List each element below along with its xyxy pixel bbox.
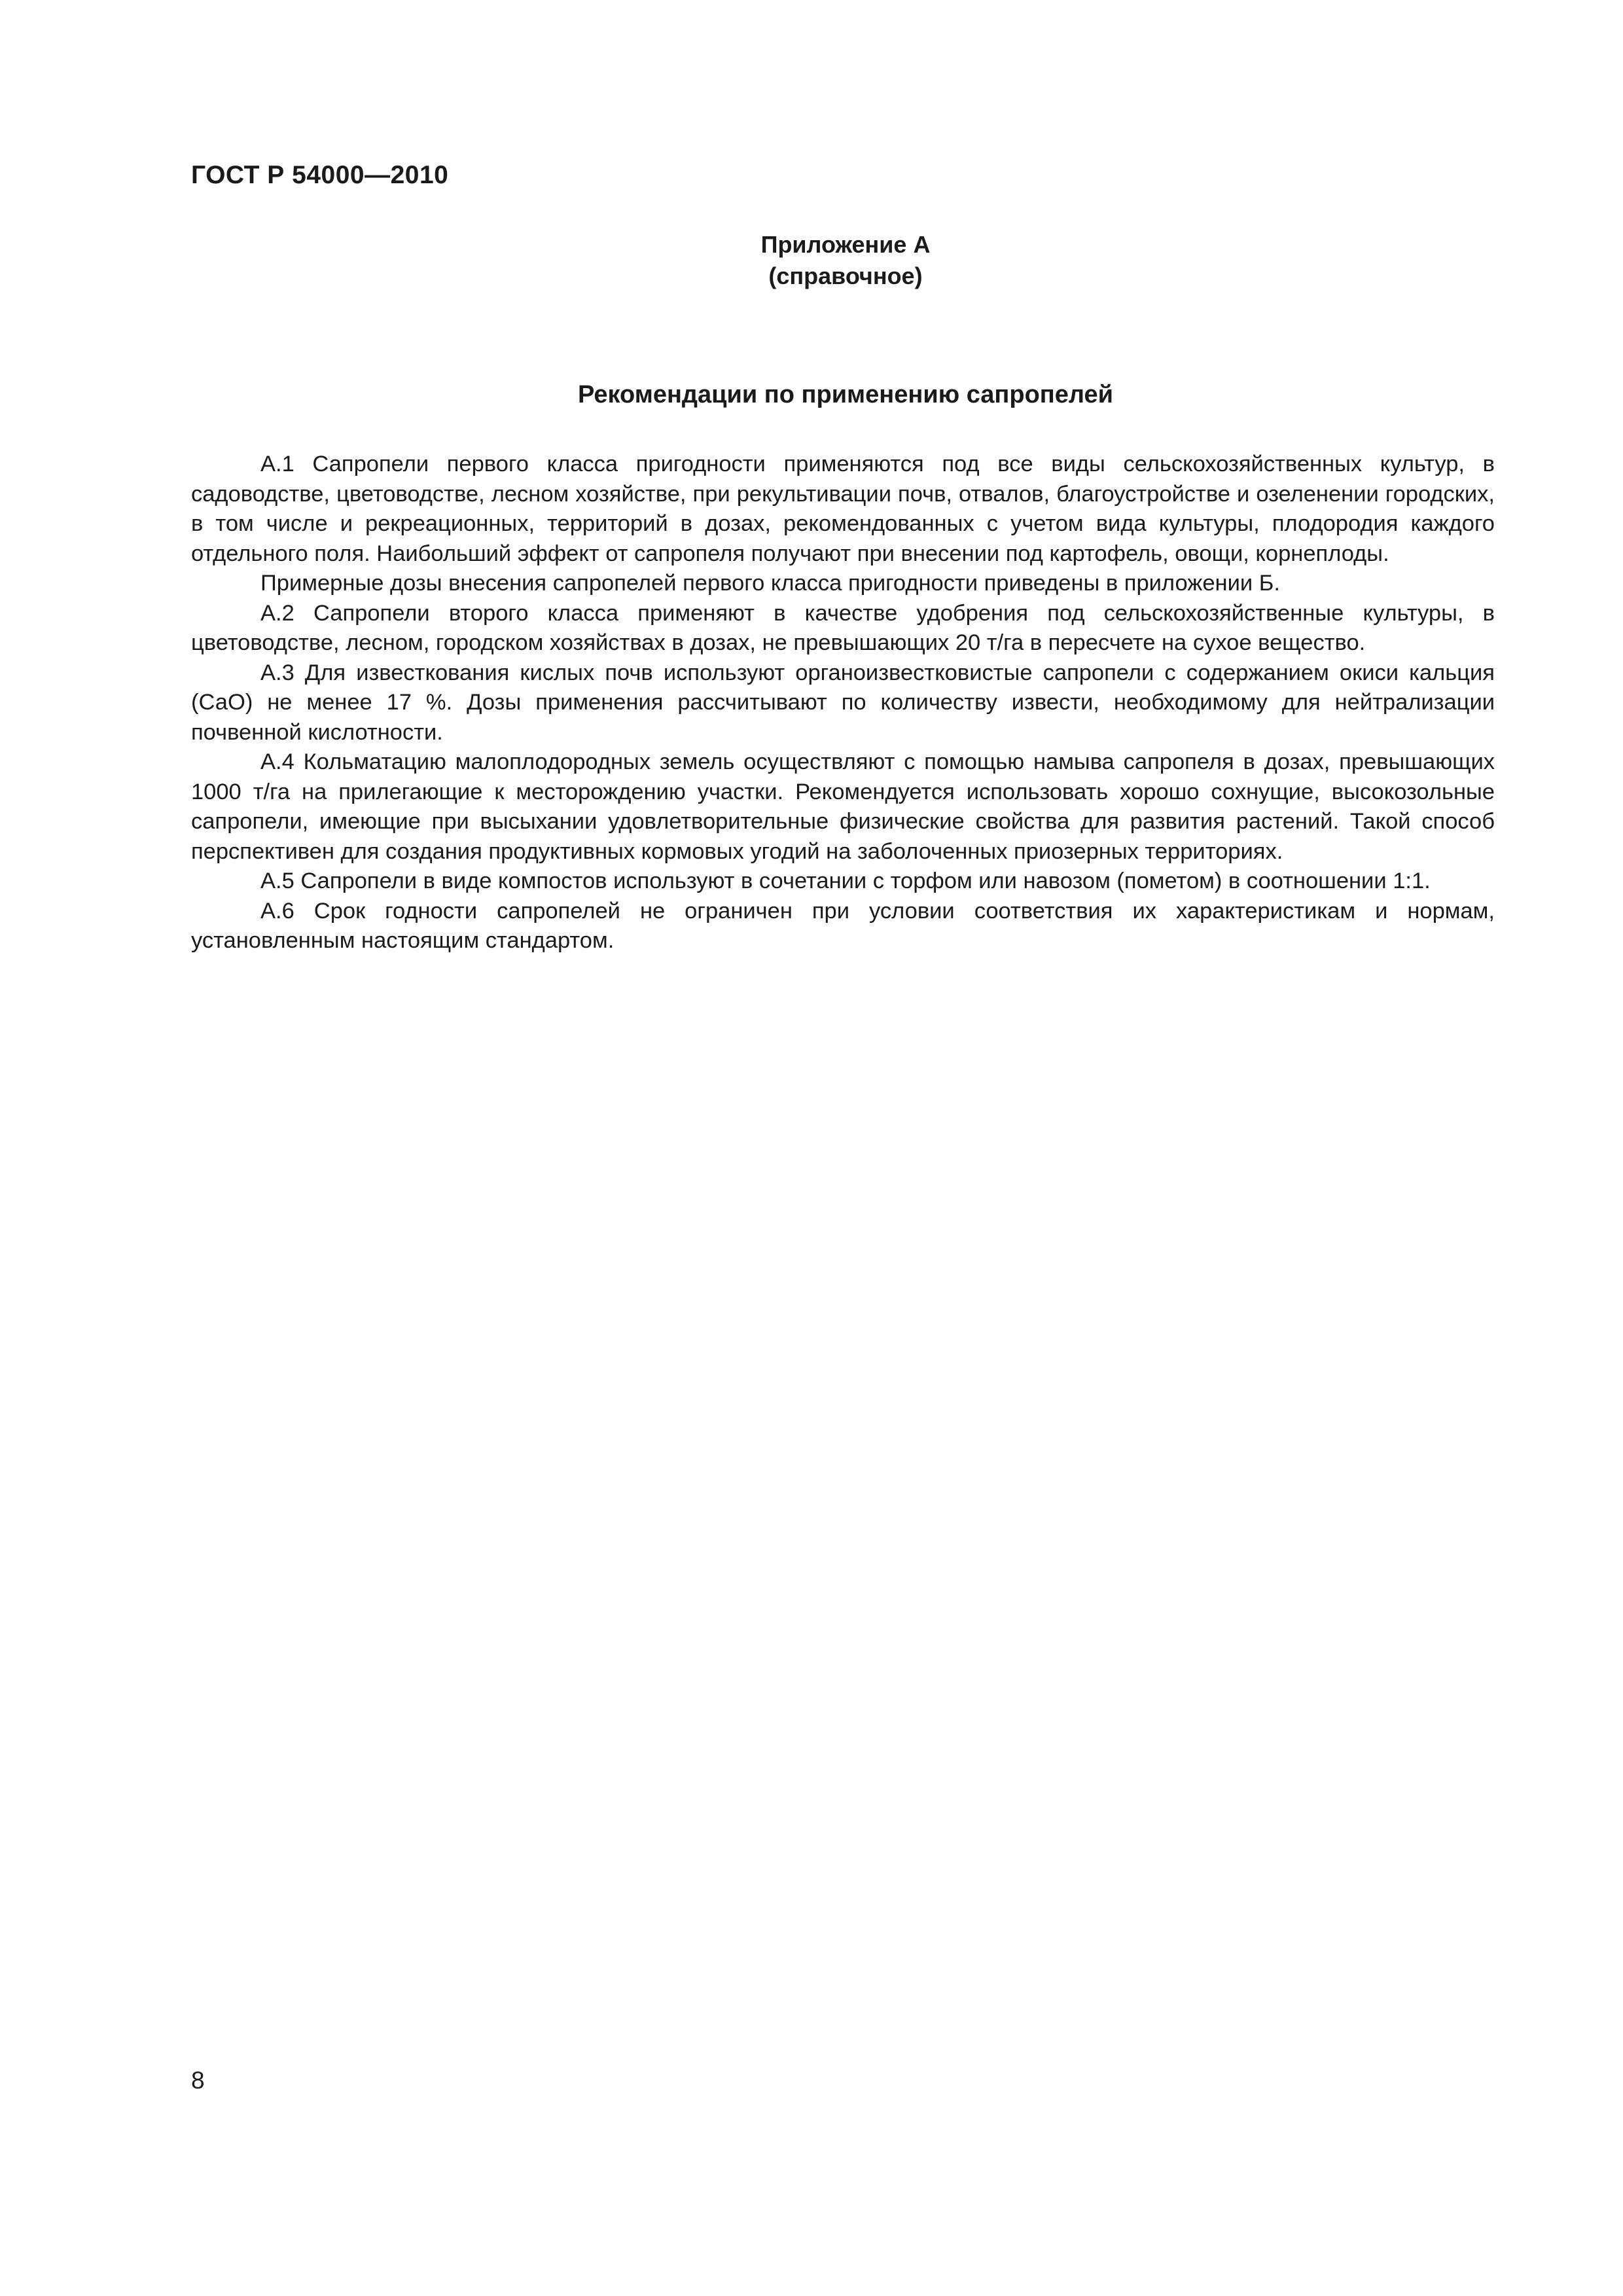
paragraph-a2: А.2 Сапропели второго класса применяют в качестве удобрения под сельскохозяйственные культуры, в цветоводстве, лесном, городском хозяйствах в дозах, не превышающих 20 т/га в пересчете на сухое вещество. [191, 600, 1495, 655]
paragraph-a4: А.4 Кольматацию малоплодородных земель осуществляют с помощью намыва сапропеля в дозах, превышающих 1000 т/га на прилегающие к месторождению участки. Рекомендуется использовать хорошо сохнущие, высокозольные сапропели, имеющие при высыхании удовлетворительные физические свойства для развития растений. Такой способ перспективен для создания продуктивных кормовых угодий на заболоченных приозерных территориях. [191, 749, 1495, 864]
annex-status: (справочное) [768, 262, 923, 289]
section-title: Рекомендации по применению сапропелей [577, 381, 1114, 408]
paragraph-a1: А.1 Сапропели первого класса пригодности применяются под все виды сельскохозяйственных культур, в садоводстве, цветоводстве, лесном хозяйстве, при рекультивации почв, отвалов, благоустройстве и озеленении городских, в том числе и рекреационных, территорий в дозах, рекомендованных с учетом вида культуры, плодородия каждого отдельного поля. Наибольший эффект от сапропеля получают при внесении под картофель, овощи, корнеплоды. [191, 452, 1495, 566]
page-number: 8 [191, 2067, 205, 2094]
paragraph-a3: А.3 Для известкования кислых почв используют органоизвестковистые сапропели с содержанием окиси кальция (СаО) не менее 17 %. Дозы применения рассчитывают по количеству извести, необходимому для нейтрализации почвенной кислотности. [191, 660, 1495, 745]
body-text [191, 450, 1495, 956]
paragraph-a5: А.5 Сапропели в виде компостов используют в сочетании с торфом или навозом (пометом) в соотношении 1:1. [260, 869, 1431, 893]
annex-title: Приложение А [760, 231, 931, 258]
annex-heading [191, 229, 1500, 292]
paragraph-a1-note: Примерные дозы внесения сапропелей первого класса пригодности приведены в приложении Б. [260, 571, 1280, 596]
document-code: ГОСТ Р 54000—2010 [191, 161, 449, 189]
paragraph-a6: А.6 Срок годности сапропелей не ограничен при условии соответствия их характеристикам и нормам, установленным настоящим стандартом. [191, 898, 1495, 953]
